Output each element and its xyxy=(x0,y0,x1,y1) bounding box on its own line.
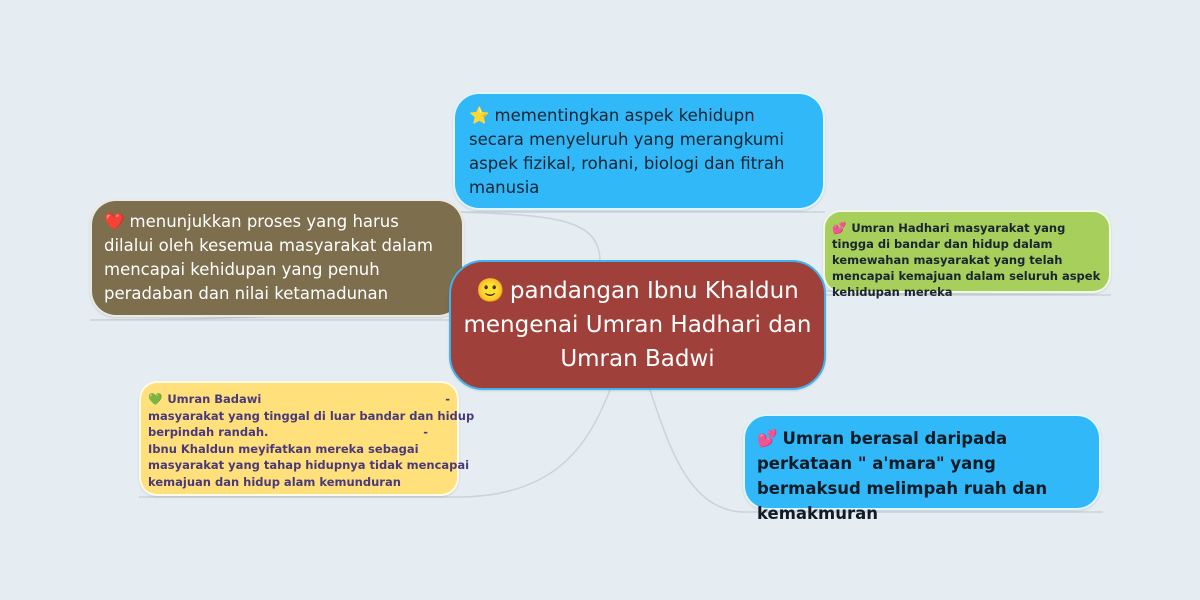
heart-icon: ❤️ xyxy=(104,212,125,231)
topic-text: mementingkan aspek kehidupn secara menyeluruh yang merangkumi aspek fizikal, rohani, biologi dan fitrah manusia xyxy=(469,106,785,197)
star-icon: ⭐ xyxy=(469,106,490,125)
topic-text: Umran Hadhari masyarakat yang tingga di bandar dan hidup dalam kemewahan masyarakat yang telah mencapai kemajuan dalam seluruh aspek kehidupan mereka xyxy=(832,221,1101,299)
two-hearts-icon: 💕 xyxy=(757,429,778,448)
topic-text: Umran berasal daripada perkataan " a'mara" yang bermaksud melimpah ruah dan kemakmuran xyxy=(757,429,1048,523)
topic-line: masyarakat yang tinggal di luar bandar dan hidup xyxy=(148,408,475,423)
topic-proses-masyarakat[interactable] xyxy=(90,199,464,317)
green-heart-icon: 💚 xyxy=(148,392,163,406)
topic-line: kemajuan dan hidup alam kemunduran xyxy=(148,474,401,489)
topic-line: Ibnu Khaldun meyifatkan mereka sebagai xyxy=(148,441,419,456)
topic-umran-hadhari[interactable] xyxy=(823,210,1111,299)
topic-line: 💚 Umran Badawi - xyxy=(148,392,450,406)
topic-line: masyarakat yang tahap hidupnya tidak mencapai xyxy=(148,458,470,472)
central-topic[interactable] xyxy=(449,260,826,390)
central-topic-text: pandangan Ibnu Khaldun mengenai Umran Hadhari dan Umran Badwi xyxy=(463,278,812,372)
topic-umran-badawi[interactable] xyxy=(139,381,475,496)
topic-asal-perkataan[interactable] xyxy=(743,414,1101,523)
smiley-icon: 🙂 xyxy=(476,278,505,304)
two-hearts-icon: 💕 xyxy=(832,221,847,235)
topic-line: berpindah randah. - xyxy=(148,425,428,439)
topic-text: menunjukkan proses yang harus dilalui oleh kesemua masyarakat dalam mencapai kehidupan yang penuh peradaban dan nilai ketamadunan xyxy=(104,212,433,303)
topic-aspek-kehidupan[interactable] xyxy=(453,92,825,210)
connector-top xyxy=(455,212,825,262)
